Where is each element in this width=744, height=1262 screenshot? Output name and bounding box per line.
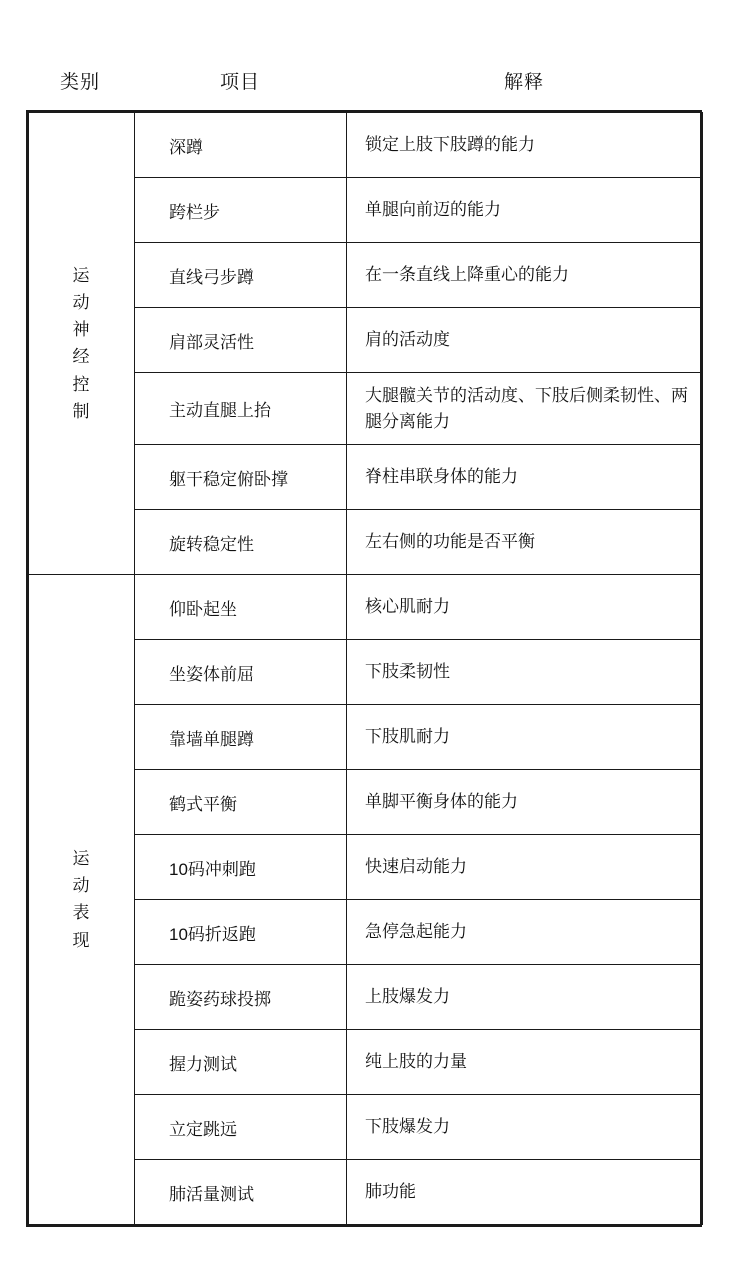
column-headers [26, 62, 702, 98]
item-cell: 10码冲刺跑 [135, 835, 347, 900]
explanation-cell: 大腿髋关节的活动度、下肢后侧柔韧性、两腿分离能力 [347, 373, 703, 445]
explanation-cell: 下肢肌耐力 [347, 705, 703, 770]
explanation-cell: 急停急起能力 [347, 900, 703, 965]
explanation-cell: 上肢爆发力 [347, 965, 703, 1030]
item-cell: 肩部灵活性 [135, 308, 347, 373]
item-cell: 坐姿体前屈 [135, 640, 347, 705]
explanation-cell: 单腿向前迈的能力 [347, 178, 703, 243]
item-cell: 鹤式平衡 [135, 770, 347, 835]
explanation-cell: 纯上肢的力量 [347, 1030, 703, 1095]
explanation-cell: 快速启动能力 [347, 835, 703, 900]
assessment-table [26, 110, 702, 1227]
category-label: 运动表现 [72, 849, 91, 950]
item-cell: 靠墙单腿蹲 [135, 705, 347, 770]
item-cell: 跪姿药球投掷 [135, 965, 347, 1030]
explanation-cell: 肺功能 [347, 1160, 703, 1225]
item-cell: 10码折返跑 [135, 900, 347, 965]
header-category: 类别 [59, 71, 100, 93]
explanation-cell: 下肢柔韧性 [347, 640, 703, 705]
explanation-cell: 核心肌耐力 [347, 575, 703, 640]
explanation-cell: 下肢爆发力 [347, 1095, 703, 1160]
header-item: 项目 [219, 71, 260, 93]
category-cell-motor-control [29, 113, 135, 575]
item-cell: 躯干稳定俯卧撑 [135, 445, 347, 510]
explanation-cell: 在一条直线上降重心的能力 [347, 243, 703, 308]
table-row [29, 575, 703, 640]
category-cell-performance [29, 575, 135, 1225]
item-cell: 旋转稳定性 [135, 510, 347, 575]
table-row [29, 113, 703, 178]
explanation-cell: 锁定上肢下肢蹲的能力 [347, 113, 703, 178]
item-cell: 跨栏步 [135, 178, 347, 243]
header-explanation: 解释 [503, 71, 544, 93]
item-cell: 肺活量测试 [135, 1160, 347, 1225]
explanation-cell: 单脚平衡身体的能力 [347, 770, 703, 835]
item-cell: 仰卧起坐 [135, 575, 347, 640]
item-cell: 主动直腿上抬 [135, 373, 347, 445]
item-cell: 握力测试 [135, 1030, 347, 1095]
category-label: 运动神经控制 [72, 265, 91, 421]
item-cell: 直线弓步蹲 [135, 243, 347, 308]
item-cell: 深蹲 [135, 113, 347, 178]
explanation-cell: 肩的活动度 [347, 308, 703, 373]
explanation-cell: 左右侧的功能是否平衡 [347, 510, 703, 575]
explanation-cell: 脊柱串联身体的能力 [347, 445, 703, 510]
item-cell: 立定跳远 [135, 1095, 347, 1160]
